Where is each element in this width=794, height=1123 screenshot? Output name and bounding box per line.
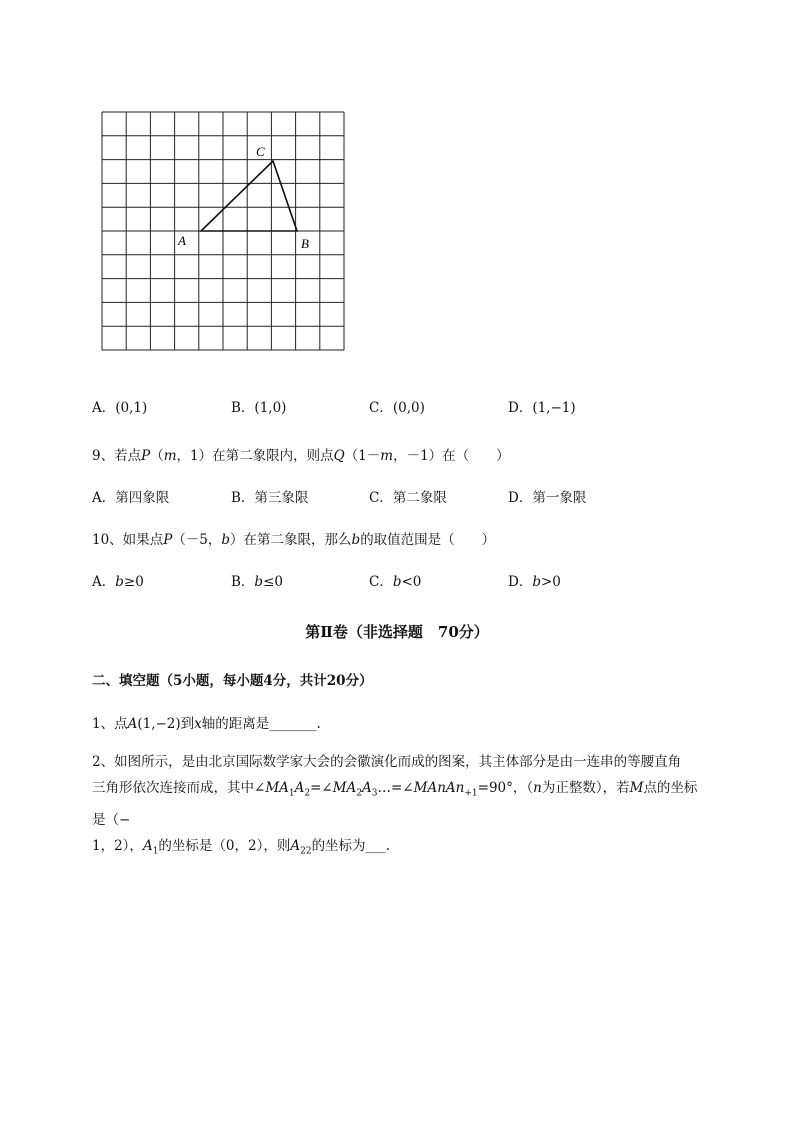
triangle-abc — [201, 161, 297, 231]
grid-figure — [100, 110, 346, 352]
section-title: 第Ⅱ卷（非选择题 70分） — [305, 623, 489, 641]
q9-option-b[interactable]: B．第三象限 — [231, 490, 309, 506]
q8-options — [92, 396, 692, 416]
label-b: B — [301, 236, 309, 251]
q10-option-c[interactable]: C．b<0 — [369, 574, 422, 590]
label-a: A — [178, 233, 186, 248]
q9-option-a[interactable]: A．第四象限 — [92, 490, 170, 506]
q9-option-d[interactable]: D．第一象限 — [508, 490, 587, 506]
q10-option-d[interactable]: D．b>0 — [508, 574, 561, 590]
label-c: C — [256, 144, 265, 159]
fill2-line1: 2、如图所示，是由北京国际数学家大会的会徽演化而成的图案，其主体部分是由一连串的等腰直角 — [92, 754, 682, 770]
fill-in-heading: 二、填空题（5小题，每小题4分，共计20分） — [92, 673, 373, 689]
fill2-line2: 三角形依次连接而成，其中$\angle MA_1A_2=\angle MA_2A_3\dots=\angle MAnAn_{+1}=90^\circ$，（n为正整数），若M点的坐标是（− — [92, 780, 698, 828]
q10-options — [92, 570, 692, 590]
fill1-stem: 1、点A(1,−2)到x轴的距离是_______. — [92, 716, 321, 732]
q9-option-c[interactable]: C．第二象限 — [369, 490, 447, 506]
q10-option-b[interactable]: B．b≤0 — [231, 574, 283, 590]
q8-option-d[interactable]: D．(1,−1) — [508, 400, 576, 416]
q8-option-b[interactable]: B．(1,0) — [231, 400, 287, 416]
q9-options — [92, 486, 692, 506]
q8-option-c[interactable]: C．(0,0) — [369, 400, 425, 416]
q9-stem: 9、若点P（m，1）在第二象限内，则点Q（1－m，－1）在（ ） — [92, 448, 510, 464]
q10-stem: 10、如果点P（－5，b）在第二象限，那么b的取值范围是（ ） — [92, 532, 496, 548]
q8-option-a[interactable]: A．(0,1) — [92, 400, 148, 416]
fill2-line3: 1，2），$A_1$的坐标是（0，2），则$A_{22}$的坐标为___. — [92, 837, 391, 857]
q10-option-a[interactable]: A．b≥0 — [92, 574, 144, 590]
fill2-stem — [92, 749, 704, 864]
